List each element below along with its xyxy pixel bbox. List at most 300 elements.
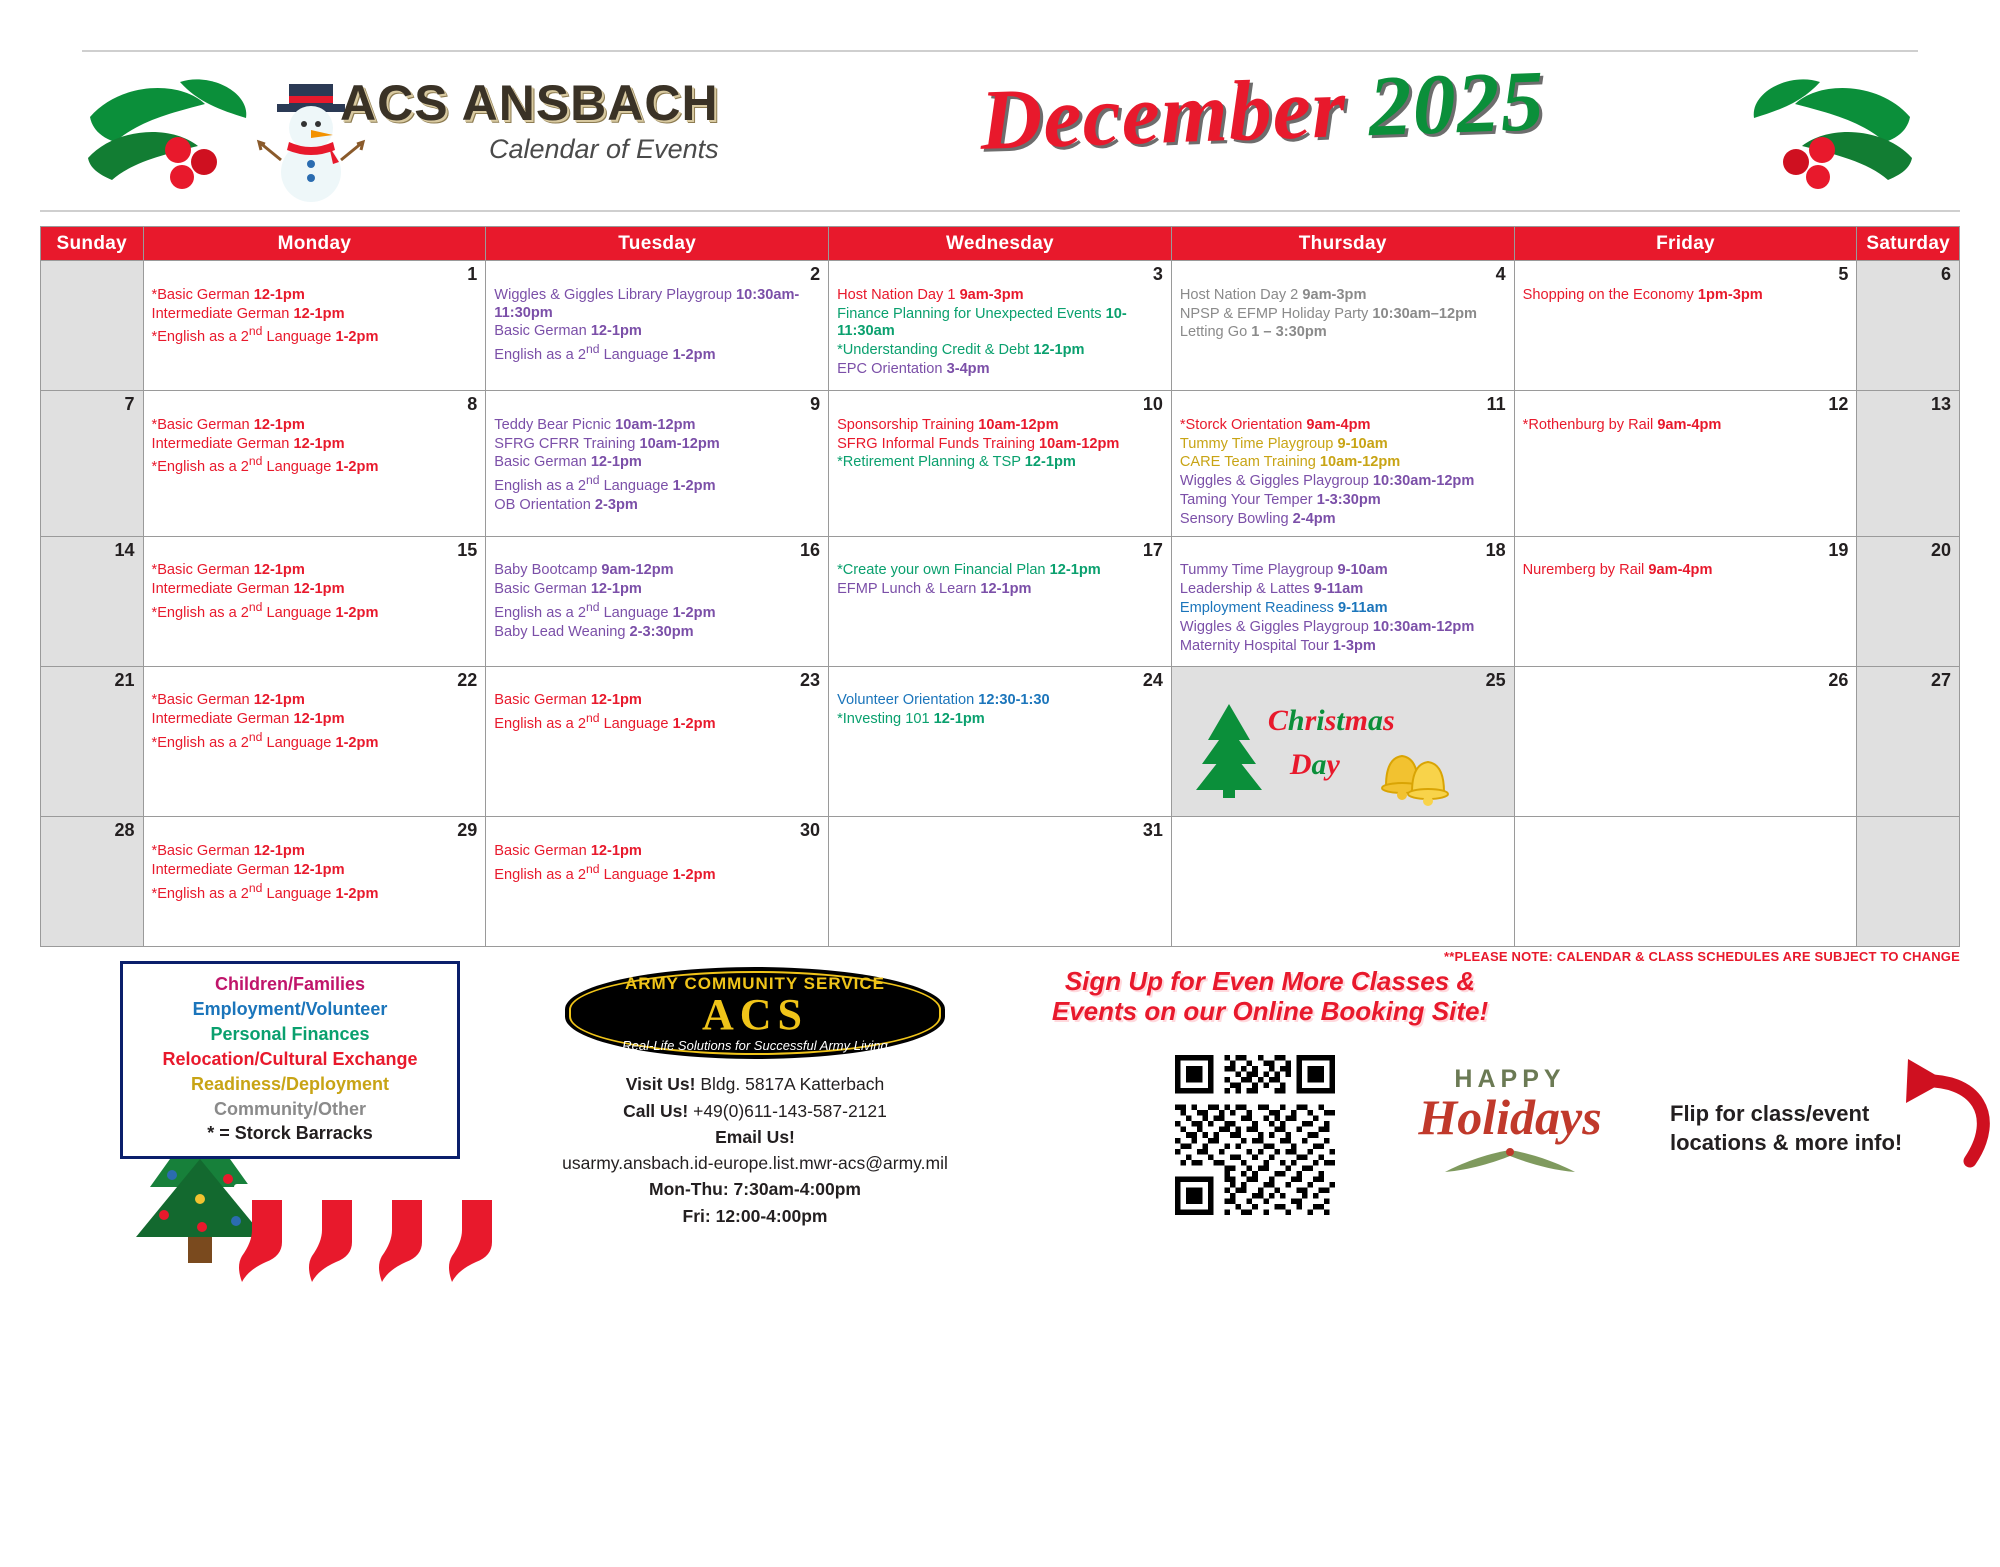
event-time: 12-1pm	[293, 305, 345, 322]
event-time: 2-4pm	[1292, 510, 1336, 527]
event-time: 12-1pm	[253, 692, 305, 709]
date-number: 4	[1495, 264, 1506, 284]
event-item[interactable]	[494, 692, 820, 710]
event-item[interactable]	[837, 692, 1163, 710]
event-time: 1-2pm	[335, 459, 379, 476]
event-time: 10-11:30am	[837, 305, 1127, 340]
stockings-icon	[230, 1180, 520, 1290]
event-item[interactable]	[152, 287, 478, 305]
weekday-header-friday: Friday	[1514, 227, 1857, 261]
calendar-week-row	[41, 536, 1960, 666]
event-name: Taming Your Temper	[1179, 491, 1317, 508]
event-time: 1-2pm	[672, 866, 716, 883]
event-name: *Rothenburg by Rail	[1522, 416, 1658, 433]
event-item[interactable]	[152, 881, 478, 904]
weekday-header-wednesday: Wednesday	[829, 227, 1172, 261]
event-time: 1-2pm	[672, 604, 716, 621]
event-time: 12-1pm	[980, 581, 1032, 598]
event-name: *Basic German	[151, 416, 254, 433]
calendar-header-row	[41, 227, 1960, 261]
event-name: *English as a 2nd Language	[151, 324, 336, 346]
event-item[interactable]	[152, 730, 478, 753]
event-name: *Understanding Credit & Debt	[837, 342, 1034, 359]
event-name: Teddy Bear Picnic	[494, 416, 616, 433]
legend-item-community: Community/Other	[213, 1098, 366, 1119]
date-number: 28	[114, 820, 135, 841]
event-time: 12-1pm	[293, 711, 345, 728]
event-time: 12-1pm	[590, 843, 642, 860]
event-item[interactable]	[837, 436, 1163, 454]
event-item[interactable]	[1180, 638, 1506, 656]
event-time: 10am-12pm	[615, 416, 696, 433]
weekday-header-saturday: Saturday	[1857, 227, 1960, 261]
legend-item-employment: Employment/Volunteer	[192, 999, 388, 1020]
call-label: Call Us!	[623, 1100, 689, 1121]
date-number: 25	[1485, 669, 1506, 690]
calendar-week-row	[41, 261, 1960, 391]
event-list	[494, 287, 820, 365]
year: 2025	[1366, 52, 1547, 155]
event-item[interactable]	[837, 306, 1163, 342]
christmas-day-graphic	[1180, 690, 1506, 810]
event-item[interactable]	[1523, 417, 1849, 435]
event-time: 9-10am	[1337, 562, 1388, 579]
event-name: NPSP & EFMP Holiday Party	[1179, 305, 1373, 322]
date-number: 1	[467, 264, 478, 284]
date-number: 10	[1142, 394, 1163, 414]
date-number: 23	[800, 669, 821, 690]
day-cell-14[interactable]	[41, 536, 144, 666]
holidays-line2: Holidays	[1418, 1089, 1602, 1146]
event-item[interactable]	[1180, 562, 1506, 580]
day-cell-19[interactable]	[1514, 536, 1857, 666]
acs-logo	[565, 967, 945, 1059]
event-time: 1-2pm	[335, 604, 379, 621]
legend-item-children: Children/Families	[214, 974, 366, 995]
event-time: 1-3:30pm	[1316, 491, 1381, 508]
event-name: Wiggles & Giggles Library Playgroup	[494, 286, 737, 303]
event-time: 1-2pm	[672, 347, 716, 364]
day-cell-6[interactable]	[1857, 261, 1960, 391]
event-name: *Storck Orientation	[1179, 416, 1307, 433]
day-cell-27[interactable]	[1857, 666, 1960, 817]
bells-icon	[1376, 738, 1456, 808]
schedule-note: **PLEASE NOTE: CALENDAR & CLASS SCHEDULES ARE SUBJECT TO CHANGE	[1443, 949, 1960, 965]
event-name: Tummy Time Playgroup	[1179, 562, 1338, 579]
event-name: *Investing 101	[837, 711, 934, 728]
date-number: 24	[1142, 669, 1163, 690]
day-cell-1[interactable]	[143, 261, 486, 391]
day-cell-13[interactable]	[1857, 391, 1960, 537]
day-cell-12[interactable]	[1514, 391, 1857, 537]
event-time: 10:30am-11:30pm	[494, 286, 800, 321]
event-name: Host Nation Day 2	[1179, 286, 1303, 303]
event-name: Intermediate German	[151, 305, 294, 322]
day-cell-29[interactable]	[143, 817, 486, 947]
event-item[interactable]	[152, 306, 478, 324]
email-label: Email Us!	[715, 1126, 795, 1147]
event-time: 12-1pm	[1024, 454, 1076, 471]
event-time: 10:30am-12pm	[1372, 473, 1475, 490]
date-number: 27	[1930, 669, 1951, 690]
calendar-week-row	[41, 391, 1960, 537]
event-time: 12-1pm	[590, 454, 642, 471]
visit-label: Visit Us!	[625, 1074, 696, 1095]
event-time: 12-1pm	[590, 323, 642, 340]
date-number: 9	[810, 394, 821, 414]
date-number: 29	[457, 820, 478, 841]
date-number: 5	[1838, 264, 1849, 284]
event-name: Wiggles & Giggles Playgroup	[1179, 618, 1373, 635]
event-list	[152, 562, 478, 622]
day-cell-23[interactable]	[486, 666, 829, 817]
holidays-line1: HAPPY	[1454, 1065, 1566, 1094]
hours-weekday: Mon-Thu: 7:30am-4:00pm	[649, 1179, 861, 1200]
event-item[interactable]	[152, 562, 478, 580]
date-number: 16	[800, 539, 821, 560]
date-number: 22	[457, 669, 478, 690]
visit-value: Bldg. 5817A Katterbach	[700, 1074, 885, 1095]
hours-friday: Fri: 12:00-4:00pm	[682, 1205, 828, 1226]
date-number: 2	[810, 264, 821, 284]
event-name: Tummy Time Playgroup	[1179, 435, 1338, 452]
weekday-header-monday: Monday	[143, 227, 486, 261]
acs-contact-block	[560, 967, 950, 1229]
event-name: Letting Go	[1179, 324, 1252, 341]
call-line	[560, 1098, 950, 1124]
event-list	[494, 562, 820, 641]
event-item[interactable]	[494, 342, 820, 365]
day-cell-9[interactable]	[486, 391, 829, 537]
event-item[interactable]	[837, 342, 1163, 360]
event-name: Host Nation Day 1	[837, 286, 960, 303]
event-time: 12-1pm	[293, 435, 345, 452]
event-item[interactable]	[1180, 511, 1506, 529]
day-cell-4[interactable]	[1171, 261, 1514, 391]
day-cell-empty[interactable]	[1857, 817, 1960, 947]
event-list	[837, 417, 1163, 472]
event-item[interactable]	[837, 711, 1163, 729]
curved-arrow-icon	[1900, 1055, 2000, 1205]
calendar-week-row	[41, 817, 1960, 947]
day-cell-2[interactable]	[486, 261, 829, 391]
event-item[interactable]	[494, 862, 820, 885]
event-item[interactable]	[1180, 436, 1506, 454]
event-item[interactable]	[152, 436, 478, 454]
day-cell-21[interactable]	[41, 666, 144, 817]
event-item[interactable]	[1180, 454, 1506, 472]
legend-box	[120, 961, 460, 1159]
date-number: 18	[1485, 539, 1506, 560]
event-item[interactable]	[494, 497, 820, 515]
event-item[interactable]	[494, 473, 820, 496]
event-item[interactable]	[494, 624, 820, 642]
event-list	[152, 692, 478, 752]
event-name: CARE Team Training	[1179, 454, 1320, 471]
event-item[interactable]	[1180, 473, 1506, 491]
event-time: 1-2pm	[335, 885, 379, 902]
event-time: 9am-3pm	[959, 286, 1024, 303]
event-name: *English as a 2nd Language	[151, 729, 336, 751]
event-name: Maternity Hospital Tour	[1179, 637, 1333, 654]
calendar-week-row	[41, 666, 1960, 817]
event-item[interactable]	[152, 843, 478, 861]
event-item[interactable]	[152, 324, 478, 347]
event-time: 9-11am	[1313, 581, 1364, 598]
acs-logo-top-text: ARMY COMMUNITY SERVICE	[624, 974, 886, 994]
event-time: 1pm-3pm	[1697, 286, 1763, 303]
day-cell-20[interactable]	[1857, 536, 1960, 666]
event-name: English as a 2nd Language	[494, 599, 673, 621]
day-cell-22[interactable]	[143, 666, 486, 817]
event-list	[837, 692, 1163, 729]
event-name: Finance Planning for Unexpected Events	[837, 305, 1106, 322]
event-time: 2-3pm	[594, 496, 638, 513]
christmas-word-2: Day	[1289, 748, 1340, 782]
event-item[interactable]	[152, 417, 478, 435]
event-item[interactable]	[152, 600, 478, 623]
event-time: 10:30am–12pm	[1372, 305, 1478, 322]
event-name: Basic German	[494, 692, 591, 709]
day-cell-8[interactable]	[143, 391, 486, 537]
event-time: 9-11am	[1338, 599, 1388, 616]
date-number: 6	[1940, 264, 1951, 284]
day-cell-17[interactable]	[829, 536, 1172, 666]
event-time: 1-3pm	[1332, 637, 1376, 654]
event-list	[494, 843, 820, 884]
event-name: *Basic German	[151, 286, 254, 303]
weekday-header-thursday: Thursday	[1171, 227, 1514, 261]
page-footer	[40, 949, 1960, 1255]
date-number: 30	[800, 820, 821, 841]
event-item[interactable]	[152, 711, 478, 729]
calendar-body	[41, 261, 1960, 947]
event-item[interactable]	[1523, 562, 1849, 580]
event-item[interactable]	[152, 862, 478, 880]
event-list	[494, 417, 820, 515]
date-number: 15	[457, 539, 478, 560]
event-time: 10am-12pm	[1039, 435, 1120, 452]
calendar-table	[40, 226, 1960, 947]
holly-icon-right	[1710, 62, 1930, 202]
day-cell-5[interactable]	[1514, 261, 1857, 391]
day-cell-16[interactable]	[486, 536, 829, 666]
day-cell-28[interactable]	[41, 817, 144, 947]
email-value[interactable]: usarmy.ansbach.id-europe.list.mwr-acs@army.mil	[562, 1153, 948, 1174]
event-name: *Retirement Planning & TSP	[837, 454, 1025, 471]
event-name: Sponsorship Training	[837, 416, 979, 433]
day-cell-31[interactable]	[829, 817, 1172, 947]
event-time: 1-2pm	[672, 716, 716, 733]
event-name: EFMP Lunch & Learn	[837, 581, 981, 598]
event-item[interactable]	[494, 843, 820, 861]
event-name: SFRG Informal Funds Training	[837, 435, 1040, 452]
day-cell-empty[interactable]	[1514, 817, 1857, 947]
event-time: 1 – 3:30pm	[1251, 324, 1327, 341]
event-time: 1-2pm	[335, 734, 379, 751]
day-cell-26[interactable]	[1514, 666, 1857, 817]
event-name: Basic German	[494, 843, 591, 860]
day-cell-24[interactable]	[829, 666, 1172, 817]
event-item[interactable]	[494, 436, 820, 454]
event-time: 9am-4pm	[1648, 562, 1713, 579]
day-cell-empty[interactable]	[1171, 817, 1514, 947]
event-name: Sensory Bowling	[1179, 510, 1293, 527]
event-name: Basic German	[494, 581, 591, 598]
date-number: 13	[1930, 394, 1951, 414]
event-item[interactable]	[1180, 324, 1506, 342]
event-item[interactable]	[494, 417, 820, 435]
event-item[interactable]	[837, 361, 1163, 379]
event-item[interactable]	[152, 454, 478, 477]
event-item[interactable]	[1180, 287, 1506, 305]
event-time: 10am-12pm	[639, 435, 720, 452]
event-item[interactable]	[494, 562, 820, 580]
event-item[interactable]	[837, 417, 1163, 435]
event-name: English as a 2nd Language	[494, 342, 673, 364]
event-name: *English as a 2nd Language	[151, 454, 336, 476]
event-item[interactable]	[152, 581, 478, 599]
event-name: *Create your own Financial Plan	[837, 562, 1050, 579]
event-time: 12-1pm	[933, 711, 985, 728]
event-item[interactable]	[1180, 600, 1506, 618]
event-time: 12-1pm	[590, 692, 642, 709]
event-item[interactable]	[494, 711, 820, 734]
event-item[interactable]	[494, 287, 820, 323]
event-time: 12-1pm	[253, 416, 305, 433]
event-name: Basic German	[494, 323, 591, 340]
flip-instruction: Flip for class/event locations & more info!	[1670, 1101, 1903, 1155]
day-cell-7[interactable]	[41, 391, 144, 537]
event-item[interactable]	[152, 692, 478, 710]
event-item[interactable]	[494, 323, 820, 341]
date-number: 31	[1142, 820, 1163, 841]
event-time: 9-10am	[1337, 435, 1388, 452]
event-item[interactable]	[837, 562, 1163, 580]
event-time: 12-1pm	[253, 843, 305, 860]
event-item[interactable]	[494, 600, 820, 623]
event-time: 12-1pm	[253, 562, 305, 579]
event-item[interactable]	[1180, 492, 1506, 510]
date-number: 12	[1828, 394, 1849, 414]
day-cell-11[interactable]	[1171, 391, 1514, 537]
event-time: 9am-12pm	[601, 562, 674, 579]
event-item[interactable]	[1180, 417, 1506, 435]
day-cell-15[interactable]	[143, 536, 486, 666]
qr-code-icon[interactable]	[1175, 1055, 1335, 1215]
event-name: Intermediate German	[151, 711, 294, 728]
calendar-subtitle: Calendar of Events	[488, 134, 719, 164]
event-name: EPC Orientation	[837, 360, 947, 377]
contact-details	[560, 1071, 950, 1229]
weekday-header-sunday: Sunday	[41, 227, 144, 261]
event-list	[1523, 562, 1849, 580]
christmas-word-1: Christmas	[1267, 704, 1395, 738]
event-time: 12-1pm	[253, 286, 305, 303]
event-name: Baby Bootcamp	[494, 562, 602, 579]
date-number: 7	[124, 394, 135, 414]
event-item[interactable]	[1180, 581, 1506, 599]
event-list	[1180, 417, 1506, 529]
event-name: English as a 2nd Language	[494, 861, 673, 883]
event-time: 2-3:30pm	[629, 623, 694, 640]
page-header	[40, 22, 1960, 212]
signup-callout: Sign Up for Even More Classes & Events on our Online Booking Site!	[1051, 966, 1489, 1027]
event-item[interactable]	[837, 287, 1163, 305]
event-list	[152, 843, 478, 903]
date-number: 3	[1152, 264, 1163, 284]
date-number: 19	[1828, 539, 1849, 560]
christmas-tree-small-icon	[1194, 700, 1264, 800]
event-list	[152, 287, 478, 347]
event-list	[152, 417, 478, 477]
date-number: 8	[467, 394, 478, 414]
day-cell-3[interactable]	[829, 261, 1172, 391]
happy-holidays-graphic	[1395, 1065, 1625, 1181]
event-time: 12-1pm	[293, 861, 345, 878]
weekday-header-tuesday: Tuesday	[486, 227, 829, 261]
event-name: Volunteer Orientation	[837, 692, 979, 709]
event-time: 12-1pm	[1033, 342, 1085, 359]
event-name: English as a 2nd Language	[494, 711, 673, 733]
event-time: 10am-12pm	[1319, 454, 1401, 471]
date-number: 26	[1828, 669, 1849, 690]
event-item[interactable]	[494, 581, 820, 599]
brand-block	[340, 74, 719, 165]
event-time: 12-1pm	[1049, 562, 1101, 579]
day-cell-30[interactable]	[486, 817, 829, 947]
date-number: 17	[1142, 539, 1163, 560]
event-item[interactable]	[494, 454, 820, 472]
event-time: 3-4pm	[946, 360, 990, 377]
page-title	[978, 50, 1546, 170]
org-title: ACS ANSBACH	[340, 75, 719, 131]
event-name: English as a 2nd Language	[494, 473, 673, 495]
event-time: 9am-3pm	[1302, 286, 1367, 303]
event-time: 10am-12pm	[978, 416, 1059, 433]
legend-item-storck: * = Storck Barracks	[207, 1123, 373, 1144]
event-time: 12:30-1:30	[978, 692, 1050, 709]
event-name: *Basic German	[151, 843, 254, 860]
event-name: Wiggles & Giggles Playgroup	[1179, 473, 1373, 490]
event-name: Intermediate German	[151, 581, 294, 598]
event-name: Baby Lead Weaning	[494, 623, 630, 640]
event-item[interactable]	[1180, 619, 1506, 637]
event-item[interactable]	[1180, 306, 1506, 324]
date-number: 14	[114, 539, 135, 560]
day-cell-18[interactable]	[1171, 536, 1514, 666]
calendar-page	[0, 22, 2000, 1567]
day-cell-empty[interactable]	[41, 261, 144, 391]
event-list	[1523, 287, 1849, 305]
event-time: 12-1pm	[590, 581, 642, 598]
date-number: 11	[1486, 394, 1506, 414]
event-list	[494, 692, 820, 733]
day-cell-10[interactable]	[829, 391, 1172, 537]
legend-item-readiness: Readiness/Deployment	[190, 1073, 390, 1094]
event-name: Employment Readiness	[1179, 599, 1339, 616]
acs-logo-acronym: ACS	[701, 990, 809, 1040]
event-item[interactable]	[837, 454, 1163, 472]
event-time: 1-2pm	[335, 329, 379, 346]
event-name: *English as a 2nd Language	[151, 880, 336, 902]
event-item[interactable]	[1523, 287, 1849, 305]
event-item[interactable]	[837, 581, 1163, 599]
day-cell-25[interactable]	[1171, 666, 1514, 817]
event-list	[1180, 287, 1506, 342]
event-time: 1-2pm	[672, 478, 716, 495]
event-time: 9am-4pm	[1657, 416, 1722, 433]
